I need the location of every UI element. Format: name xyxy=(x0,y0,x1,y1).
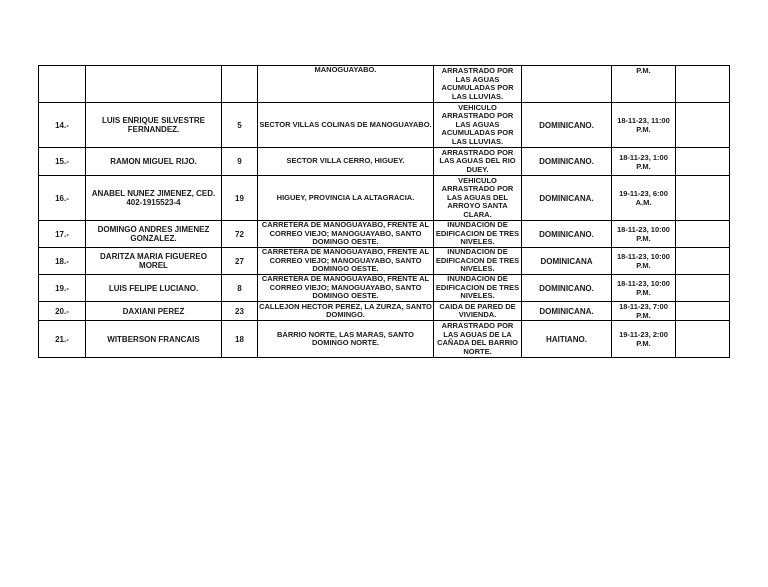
date-time: 18-11-23, 10:00 P.M. xyxy=(612,221,676,248)
incident-location: SECTOR VILLAS COLINAS DE MANOGUAYABO. xyxy=(258,103,434,148)
victim-name: DOMINGO ANDRES JIMENEZ GONZALEZ. xyxy=(86,221,222,248)
victims-table xyxy=(38,65,730,358)
victim-name: LUIS ENRIQUE SILVESTRE FERNANDEZ. xyxy=(86,103,222,148)
table-row xyxy=(39,275,730,302)
row-number: 20.- xyxy=(39,302,86,321)
row-number: 15.- xyxy=(39,148,86,176)
date-time: 18-11-23, 10:00 P.M. xyxy=(612,275,676,302)
date-time: 18-11-23, 1:00 P.M. xyxy=(612,148,676,176)
table-row xyxy=(39,221,730,248)
row-number: 14.- xyxy=(39,103,86,148)
row-number: 19.- xyxy=(39,275,86,302)
date-time: 19-11-23, 2:00 P.M. xyxy=(612,321,676,358)
date-time: 19-11-23, 6:00 A.M. xyxy=(612,176,676,221)
victim-age: 8 xyxy=(222,275,258,302)
date-time: 18-11-23, 11:00 P.M. xyxy=(612,103,676,148)
cause-of-death: INUNDACION DE EDIFICACION DE TRES NIVELES. xyxy=(434,221,522,248)
nationality: DOMINICANA. xyxy=(522,302,612,321)
victim-name: LUIS FELIPE LUCIANO. xyxy=(86,275,222,302)
row-number: 18.- xyxy=(39,248,86,275)
extra-cell xyxy=(676,221,730,248)
extra-cell xyxy=(676,302,730,321)
nationality: DOMINICANO. xyxy=(522,221,612,248)
cause-of-death: VEHICULO ARRASTRADO POR LAS AGUAS DEL ARROYO SANTA CLARA. xyxy=(434,176,522,221)
table-row xyxy=(39,148,730,176)
extra-cell xyxy=(676,148,730,176)
incident-location: CARRETERA DE MANOGUAYABO, FRENTE AL CORREO VIEJO; MANOGUAYABO, SANTO DOMINGO OESTE. xyxy=(258,221,434,248)
victim-age xyxy=(222,66,258,103)
cause-of-death: VEHICULO ARRASTRADO POR LAS AGUAS ACUMULADAS POR LAS LLUVIAS. xyxy=(434,103,522,148)
cause-of-death: ARRASTRADO POR LAS AGUAS DEL RIO DUEY. xyxy=(434,148,522,176)
row-number xyxy=(39,66,86,103)
table-body xyxy=(39,66,730,358)
victim-age: 72 xyxy=(222,221,258,248)
incident-location: CARRETERA DE MANOGUAYABO, FRENTE AL CORREO VIEJO; MANOGUAYABO, SANTO DOMINGO OESTE. xyxy=(258,275,434,302)
victim-age: 18 xyxy=(222,321,258,358)
cause-of-death: ARRASTRADO POR LAS AGUAS ACUMULADAS POR LAS LLUVIAS. xyxy=(434,66,522,103)
incident-location: CARRETERA DE MANOGUAYABO, FRENTE AL CORREO VIEJO; MANOGUAYABO, SANTO DOMINGO OESTE. xyxy=(258,248,434,275)
cause-of-death: CAIDA DE PARED DE VIVIENDA. xyxy=(434,302,522,321)
nationality: DOMINICANO. xyxy=(522,148,612,176)
victim-age: 19 xyxy=(222,176,258,221)
victim-name: DARITZA MARIA FIGUEREO MOREL xyxy=(86,248,222,275)
table-row xyxy=(39,321,730,358)
row-number: 17.- xyxy=(39,221,86,248)
table-row xyxy=(39,103,730,148)
extra-cell xyxy=(676,176,730,221)
row-number: 21.- xyxy=(39,321,86,358)
victim-age: 23 xyxy=(222,302,258,321)
victim-name: ANABEL NUNEZ JIMENEZ, CED. 402-1915523-4 xyxy=(86,176,222,221)
date-time: 18-11-23, 7:00 P.M. xyxy=(612,302,676,321)
incident-location: CALLEJON HECTOR PEREZ, LA ZURZA, SANTO DOMINGO. xyxy=(259,301,432,319)
nationality: DOMINICANO. xyxy=(522,275,612,302)
victim-age: 27 xyxy=(222,248,258,275)
extra-cell xyxy=(676,321,730,358)
victim-name xyxy=(86,66,222,103)
table-row xyxy=(39,302,730,321)
table-row xyxy=(39,66,730,103)
victim-age: 5 xyxy=(222,103,258,148)
date-time: 18-11-23, 10:00 P.M. xyxy=(612,248,676,275)
extra-cell xyxy=(676,275,730,302)
nationality: DOMINICANO. xyxy=(522,103,612,148)
table-row xyxy=(39,176,730,221)
nationality xyxy=(522,66,612,103)
victim-age: 9 xyxy=(222,148,258,176)
incident-location: MANOGUAYABO. xyxy=(258,66,434,103)
nationality: HAITIANO. xyxy=(522,321,612,358)
extra-cell xyxy=(676,103,730,148)
nationality: DOMINICANA xyxy=(522,248,612,275)
nationality: DOMINICANA. xyxy=(522,176,612,221)
incident-location: HIGUEY, PROVINCIA LA ALTAGRACIA. xyxy=(258,176,434,221)
date-time: P.M. xyxy=(612,66,676,103)
extra-cell xyxy=(676,248,730,275)
incident-location: SECTOR VILLA CERRO, HIGUEY. xyxy=(258,148,434,176)
row-number: 16.- xyxy=(39,176,86,221)
victim-name: RAMON MIGUEL RIJO. xyxy=(86,148,222,176)
victim-name: DAXIANI PEREZ xyxy=(86,302,222,321)
cause-of-death: INUNDACION DE EDIFICACION DE TRES NIVELES. xyxy=(434,275,522,302)
cause-of-death: INUNDACION DE EDIFICACION DE TRES NIVELES. xyxy=(434,248,522,275)
cause-of-death: ARRASTRADO POR LAS AGUAS DE LA CAÑADA DEL BARRIO NORTE. xyxy=(434,321,522,358)
extra-cell xyxy=(676,66,730,103)
victim-name: WITBERSON FRANCAIS xyxy=(86,321,222,358)
incident-location: BARRIO NORTE, LAS MARAS, SANTO DOMINGO NORTE. xyxy=(258,321,434,358)
table-row xyxy=(39,248,730,275)
